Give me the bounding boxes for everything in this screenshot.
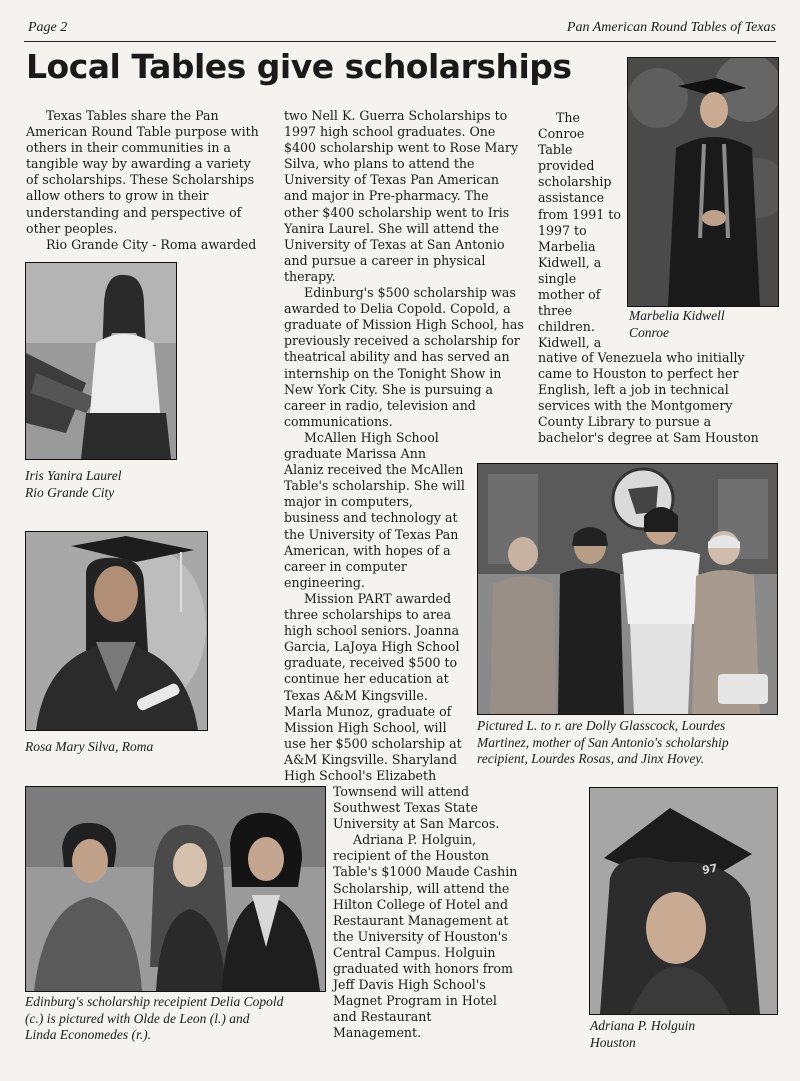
caption-group (477, 718, 777, 768)
caption-line: Martinez, mother of San Antonio's scholarship (477, 734, 729, 750)
paragraph: McAllen High School graduate Marissa Ann Alaniz received the McAllen Table's scholarship. She will major in computers, business and technology at the University of Texas Pan American, with hopes of a career in computer engineering. (284, 430, 465, 590)
paragraph: two Nell K. Guerra Scholarships to 1997 high school graduates. One $400 scholarship went to Rose Mary Silva, who plans to attend the University of Texas Pan American and major in Pre-pharmacy. The other $400 scholarship went to Iris Yanira Laurel. She will attend the University of Texas at San Antonio and pursue a career in physical therapy. (284, 108, 519, 284)
caption-marbelia (629, 308, 789, 341)
caption-line: recipient, Lourdes Rosas, and Jinx Hovey. (477, 751, 704, 766)
caption-line: Edinburg's scholarship receipient Delia Copold (25, 994, 284, 1009)
caption-line: Linda Economedes (r.). (25, 1027, 151, 1042)
paragraph: Townsend will attend Southwest Texas State University at San Marcos. (333, 784, 500, 832)
caption-line: (c.) is pictured with Olde de Leon (l.) and (25, 1010, 250, 1026)
paragraph: Texas Tables share the Pan American Round Table purpose with others in their communities in a tangible way by awarding a variety of scholarships. These Scholarships allow others to grow in their understanding and perspective of other peoples. (26, 108, 259, 236)
caption-line: Iris Yanira Laurel (25, 468, 122, 483)
cap-number-text: 97 (701, 861, 719, 877)
caption-line: Rosa Mary Silva, Roma (25, 739, 154, 754)
caption-line: Rio Grande City (25, 484, 115, 500)
article-column-3-wide (538, 350, 764, 447)
photo-group (477, 463, 778, 715)
caption-iris (25, 468, 265, 501)
article-column-2 (284, 108, 524, 430)
caption-adriana (590, 1018, 780, 1051)
caption-line: Adriana P. Holguin (590, 1018, 696, 1033)
photo-marbelia-kidwell (627, 57, 779, 307)
paragraph: Adriana P. Holguin, recipient of the Houston Table's $1000 Maude Cashin Scholarship, will attend the Hilton College of Hotel and Restaurant Management at the University of Houston's Central Campus. Holguin graduated with honors from Jeff Davis High School's Magnet Program in Hotel and Restaurant Management. (333, 832, 518, 1041)
photo-adriana-holguin (589, 787, 778, 1015)
article-column-3-narrow (538, 110, 622, 351)
header-rule (24, 41, 776, 42)
paragraph: Mission PART awarded three scholarships to area high school seniors. Joanna Garcia, LaJoya High School graduate, received $500 to continue her education at Texas A&M Kingsville. Marla Munoz, graduate of Mission High School, will use her $500 scholarship at A&M Kingsville. Sharyland High School's Elizabeth (284, 590, 462, 783)
paragraph: native of Venezuela who initially came to Houston to perfect her English, left a job in technical services with the Montgomery County Library to pursue a bachelor's degree at Sam Houston (538, 350, 759, 446)
article-column-1 (26, 108, 266, 253)
page-number: Page 2 (28, 20, 68, 35)
paragraph: Rio Grande City - Roma awarded (46, 236, 257, 252)
caption-line: Houston (590, 1034, 636, 1050)
paragraph: The Conroe Table provided scholarship assistance from 1991 to 1997 to Marbelia Kidwell, a single mother of three children. Kidwell, a (538, 110, 621, 351)
headline: Local Tables give scholarships (26, 47, 572, 86)
caption-rosa (25, 739, 265, 756)
article-column-2-narrow (284, 430, 469, 784)
caption-line: Conroe (629, 324, 669, 340)
publication-name: Pan American Round Tables of Texas (566, 20, 776, 35)
caption-line: Pictured L. to r. are Dolly Glasscock, Lourdes (477, 718, 726, 733)
caption-edinburg (25, 994, 330, 1044)
caption-line: Marbelia Kidwell (629, 308, 725, 323)
photo-edinburg-trio (25, 786, 326, 992)
paragraph: Edinburg's $500 scholarship was awarded to Delia Copold. Copold, a graduate of Mission High School, has previously received a scholarship for theatrical ability and has served an internship on the Tonight Show in New York City. She is pursuing a career in radio, television and communications. (284, 285, 524, 429)
article-column-2-bottom (333, 784, 523, 1042)
photo-rosa-silva (25, 531, 208, 731)
photo-iris-laurel (25, 262, 177, 460)
